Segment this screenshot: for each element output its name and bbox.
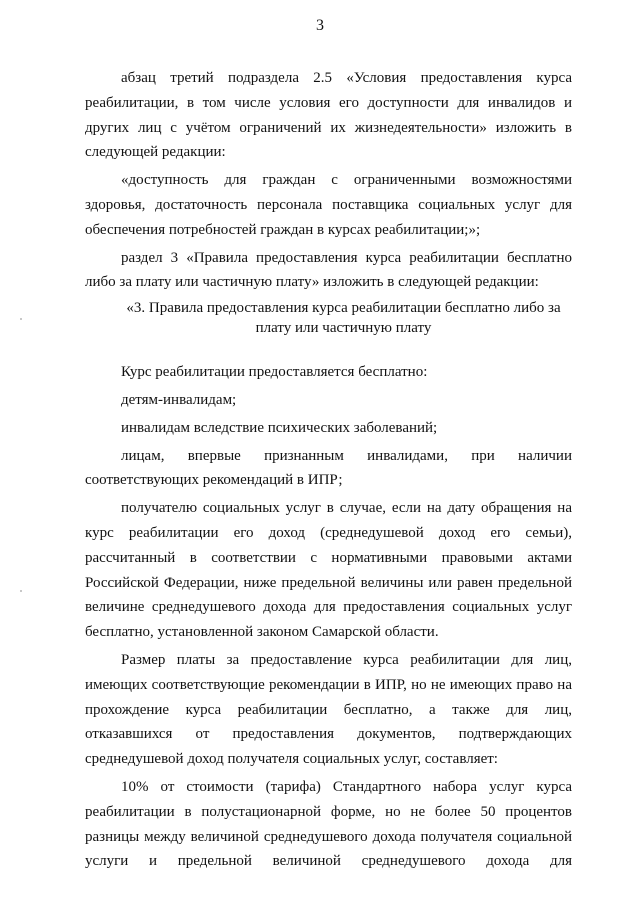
spacer: [85, 344, 572, 360]
paragraph-section-3-amendment: раздел 3 «Правила предоставления курса реабилитации бесплатно либо за плату или частичную плату» изложить в следующей редакции:: [85, 249, 572, 291]
list-item-first-time-disabled: лицам, впервые признанным инвалидами, при наличии соответствующих рекомендаций в ИПР;: [85, 447, 572, 489]
paragraph-amendment-2-5: абзац третий подраздела 2.5 «Условия предоставления курса реабилитации, в том числе условия его доступности для инвалидов и других лиц с учётом ограничений их жизнедеятельности» изложить в следующей редакции:: [85, 70, 572, 161]
list-item-low-income-recipient: получателю социальных услуг в случае, если на дату обращения на курс реабилитации его доход (среднедушевой доход его семьи), рассчитанный в соответствии с нормативными правовыми актами Российской Федерации, ниже предельной величины или равен предельной величине среднедушевого дохода для предоставления социальных услуг бесплатно, установленной законом Самарской области.: [85, 500, 572, 641]
page-number: 3: [316, 17, 324, 34]
section-3-heading: «3. Правила предоставления курса реабилитации бесплатно либо за плату или частичную плату: [126, 300, 561, 337]
list-item-children: детям-инвалидам;: [121, 391, 237, 408]
scan-mark: [20, 590, 22, 592]
scan-mark: [20, 318, 22, 320]
list-item-psychiatric: инвалидам вследствие психических заболеваний;: [121, 419, 438, 436]
paragraph-accessibility-quote: «доступность для граждан с ограниченными возможностями здоровья, достаточность персонала поставщика социальных услуг для обеспечения потребностей граждан в курсах реабилитации;»;: [85, 172, 572, 238]
paragraph-free-course-intro: Курс реабилитации предоставляется бесплатно:: [121, 364, 428, 381]
paragraph-fee-size: Размер платы за предоставление курса реабилитации для лиц, имеющих соответствующие рекомендации в ИПР, но не имеющих право на прохождение курса реабилитации бесплатно, а также для лиц, отказавшихся от предоставления документов, подтверждающих среднедушевой доход получателя социальных услуг, составляет:: [85, 651, 572, 768]
paragraph-ten-percent: 10% от стоимости (тарифа) Стандартного набора услуг курса реабилитации в полустационарной форме, но не более 50 процентов разницы между величиной среднедушевого дохода получателя социальной услуги и предельной величиной среднедушевого дохода для: [85, 778, 572, 870]
document-body: [85, 66, 572, 877]
